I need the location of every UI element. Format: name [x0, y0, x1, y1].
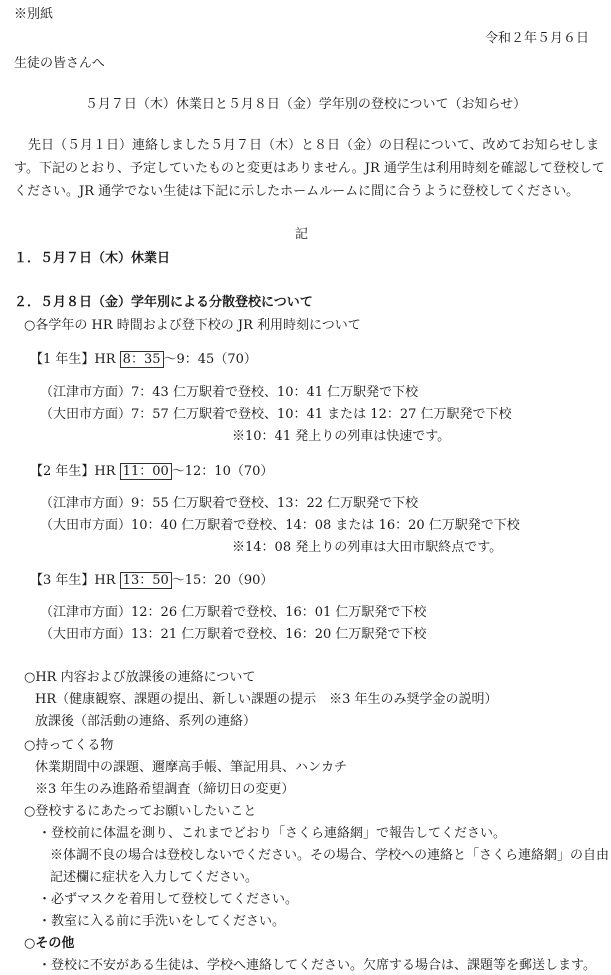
request-bullet-1-note-2: 記述欄に症状を入力してください。 — [50, 870, 259, 885]
section-2-subheading: ○各学年の HR 時間および登下校の JR 利用時刻について — [24, 318, 361, 333]
grade-1-gotsu-schedule: （江津市方面）7：43 仁万駅着で登校、10：41 仁万駅発で下校 — [40, 385, 419, 400]
request-bullet-3: ・教室に入る前に手洗いをしてください。 — [38, 914, 286, 929]
intro-line-2: す。下記のとおり、予定していたものと変更はありません。JR 通学生は利用時刻を確認して登校して — [14, 161, 605, 176]
intro-line-1: 先日（５月１日）連絡しました５月７日（木）と８日（金）の日程について、改めてお知らせしま — [28, 138, 600, 153]
grade-1-oda-schedule: （大田市方面）7：57 仁万駅着で登校、10：41 または 12：27 仁万駅発で下校 — [40, 407, 512, 422]
other-heading: ○その他 — [24, 936, 75, 951]
items-heading: ○持ってくる物 — [24, 738, 114, 753]
grade-label: 【2 年生】HR — [30, 464, 116, 479]
grade-3-hr — [30, 572, 273, 589]
grade-label: 【1 年生】HR — [30, 352, 116, 367]
hr-start-time: 13：50 — [120, 572, 172, 589]
grade-2-oda-schedule: （大田市方面）10：40 仁万駅着で登校、14：08 または 16：20 仁万駅発で下校 — [40, 518, 520, 533]
grade-2-gotsu-schedule: （江津市方面）9：55 仁万駅着で登校、13：22 仁万駅発で下校 — [40, 496, 419, 511]
hr-time-rest: ～12：10（70） — [171, 464, 274, 479]
ki-heading: 記 — [295, 227, 309, 242]
grade-1-hr — [30, 351, 257, 368]
hr-content-heading: ○HR 内容および放課後の連絡について — [24, 670, 256, 685]
section-2-heading: ２．５月８日（金）学年別による分散登校について — [14, 295, 313, 310]
grade-label: 【3 年生】HR — [30, 573, 116, 588]
other-bullet-1: ・登校に不安がある生徒は、学校へ連絡してください。欠席する場合は、課題等を郵送します。 — [38, 958, 596, 973]
document-date: 令和２年５月６日 — [484, 31, 589, 46]
grade-1-note: ※10：41 発上りの列車は快速です。 — [232, 429, 451, 444]
intro-line-3: ください。JR 通学でない生徒は下記に示したホームルームに間に合うように登校してください。 — [14, 184, 580, 199]
addressee: 生徒の皆さんへ — [14, 56, 105, 71]
hr-start-time: 8：35 — [120, 351, 164, 368]
items-line-1: 休業期間中の課題、邇摩高手帳、筆記用具、ハンカチ — [35, 760, 348, 775]
request-bullet-2: ・必ずマスクを着用して登校してください。 — [38, 892, 299, 907]
hr-start-time: 11：00 — [120, 463, 172, 480]
grade-3-oda-schedule: （大田市方面）13：21 仁万駅着で登校、16：20 仁万駅発で下校 — [40, 627, 427, 642]
grade-3-gotsu-schedule: （江津市方面）12：26 仁万駅着で登校、16：01 仁万駅発で下校 — [40, 605, 427, 620]
hr-time-rest: ～9：45（70） — [163, 352, 257, 367]
request-bullet-1-note-1: ※体調不良の場合は登校しないでください。その場合、学校への連絡と「さくら連絡網」の自由 — [50, 848, 610, 863]
grade-2-note: ※14：08 発上りの列車は大田市駅終点です。 — [232, 540, 503, 555]
items-line-2: ※3 年生のみ進路希望調査（締切日の変更） — [35, 782, 295, 797]
hr-content-line-1: HR（健康観察、課題の提出、新しい課題の提示 ※3 年生のみ奨学金の説明） — [35, 692, 498, 707]
request-bullet-1: ・登校前に体温を測り、これまでどおり「さくら連絡網」で報告してください。 — [38, 826, 507, 841]
document-title: ５月７日（木）休業日と５月８日（金）学年別の登校について（お知らせ） — [84, 97, 527, 112]
requests-heading: ○登校するにあたってお願いしたいこと — [24, 804, 257, 819]
annex-label: ※別紙 — [14, 7, 54, 22]
grade-2-hr — [30, 463, 273, 480]
hr-time-rest: ～15：20（90） — [171, 573, 274, 588]
section-1-heading: １．５月７日（木）休業日 — [14, 251, 171, 266]
hr-content-line-2: 放課後（部活動の連絡、系列の連絡） — [35, 714, 257, 729]
